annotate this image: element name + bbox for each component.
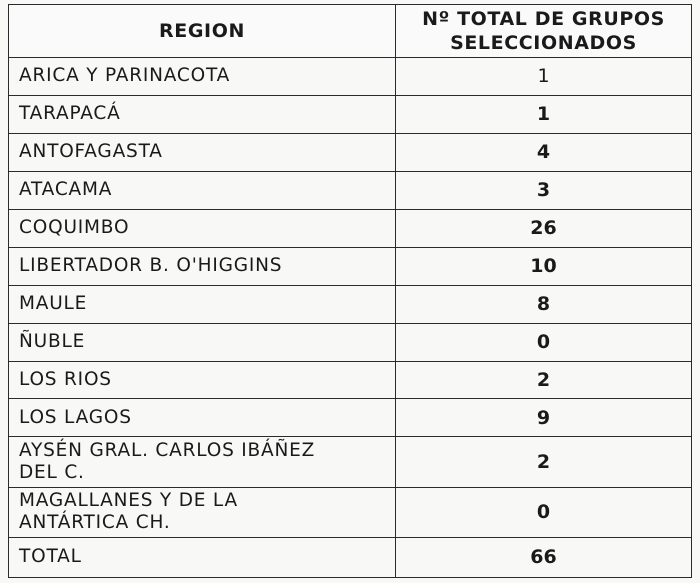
region-cell-line2: ANTÁRTICA CH. <box>19 512 171 534</box>
region-cell: ANTOFAGASTA <box>9 133 396 171</box>
table-row <box>9 247 692 285</box>
table-row <box>9 361 692 399</box>
count-cell: 9 <box>396 399 692 437</box>
count-cell: 0 <box>396 323 692 361</box>
table-row <box>9 285 692 323</box>
table-row <box>9 399 692 437</box>
table-row <box>9 58 692 96</box>
region-cell: LOS LAGOS <box>9 399 396 437</box>
region-cell: MAULE <box>9 285 396 323</box>
count-cell: 1 <box>396 95 692 133</box>
region-cell: ATACAMA <box>9 171 396 209</box>
table-row <box>9 487 692 537</box>
count-cell: 2 <box>396 361 692 399</box>
count-cell: 1 <box>396 58 692 96</box>
count-cell: 8 <box>396 285 692 323</box>
header-total-groups-line1: Nº TOTAL DE GRUPOS <box>422 8 665 30</box>
table-row <box>9 171 692 209</box>
region-cell: LIBERTADOR B. O'HIGGINS <box>9 247 396 285</box>
region-cell: ARICA Y PARINACOTA <box>9 58 396 96</box>
table-total-row <box>9 537 692 577</box>
table-row <box>9 209 692 247</box>
table-row <box>9 95 692 133</box>
table-row <box>9 323 692 361</box>
header-total-groups-line2: SELECCIONADOS <box>450 32 637 54</box>
count-cell: 2 <box>396 437 692 487</box>
count-cell: 10 <box>396 247 692 285</box>
region-cell-line1: AYSÉN GRAL. CARLOS IBÁÑEZ <box>19 440 316 461</box>
region-cell: TARAPACÁ <box>9 95 396 133</box>
table-row <box>9 437 692 487</box>
total-label-cell: TOTAL <box>9 537 396 577</box>
total-count-cell: 66 <box>396 537 692 577</box>
region-cell <box>9 437 396 487</box>
region-cell-line2: DEL C. <box>19 462 85 483</box>
region-cell-line1: MAGALLANES Y DE LA <box>19 490 238 512</box>
count-cell: 26 <box>396 209 692 247</box>
count-cell: 4 <box>396 133 692 171</box>
table-header-row <box>9 5 692 58</box>
region-cell <box>9 487 396 537</box>
regions-table <box>8 4 692 578</box>
region-cell: COQUIMBO <box>9 209 396 247</box>
count-cell: 3 <box>396 171 692 209</box>
count-cell: 0 <box>396 487 692 537</box>
region-cell: LOS RIOS <box>9 361 396 399</box>
header-total-groups <box>396 5 692 58</box>
header-region: REGION <box>9 5 396 58</box>
table-row <box>9 133 692 171</box>
region-cell: ÑUBLE <box>9 323 396 361</box>
regions-table-container <box>8 4 691 578</box>
